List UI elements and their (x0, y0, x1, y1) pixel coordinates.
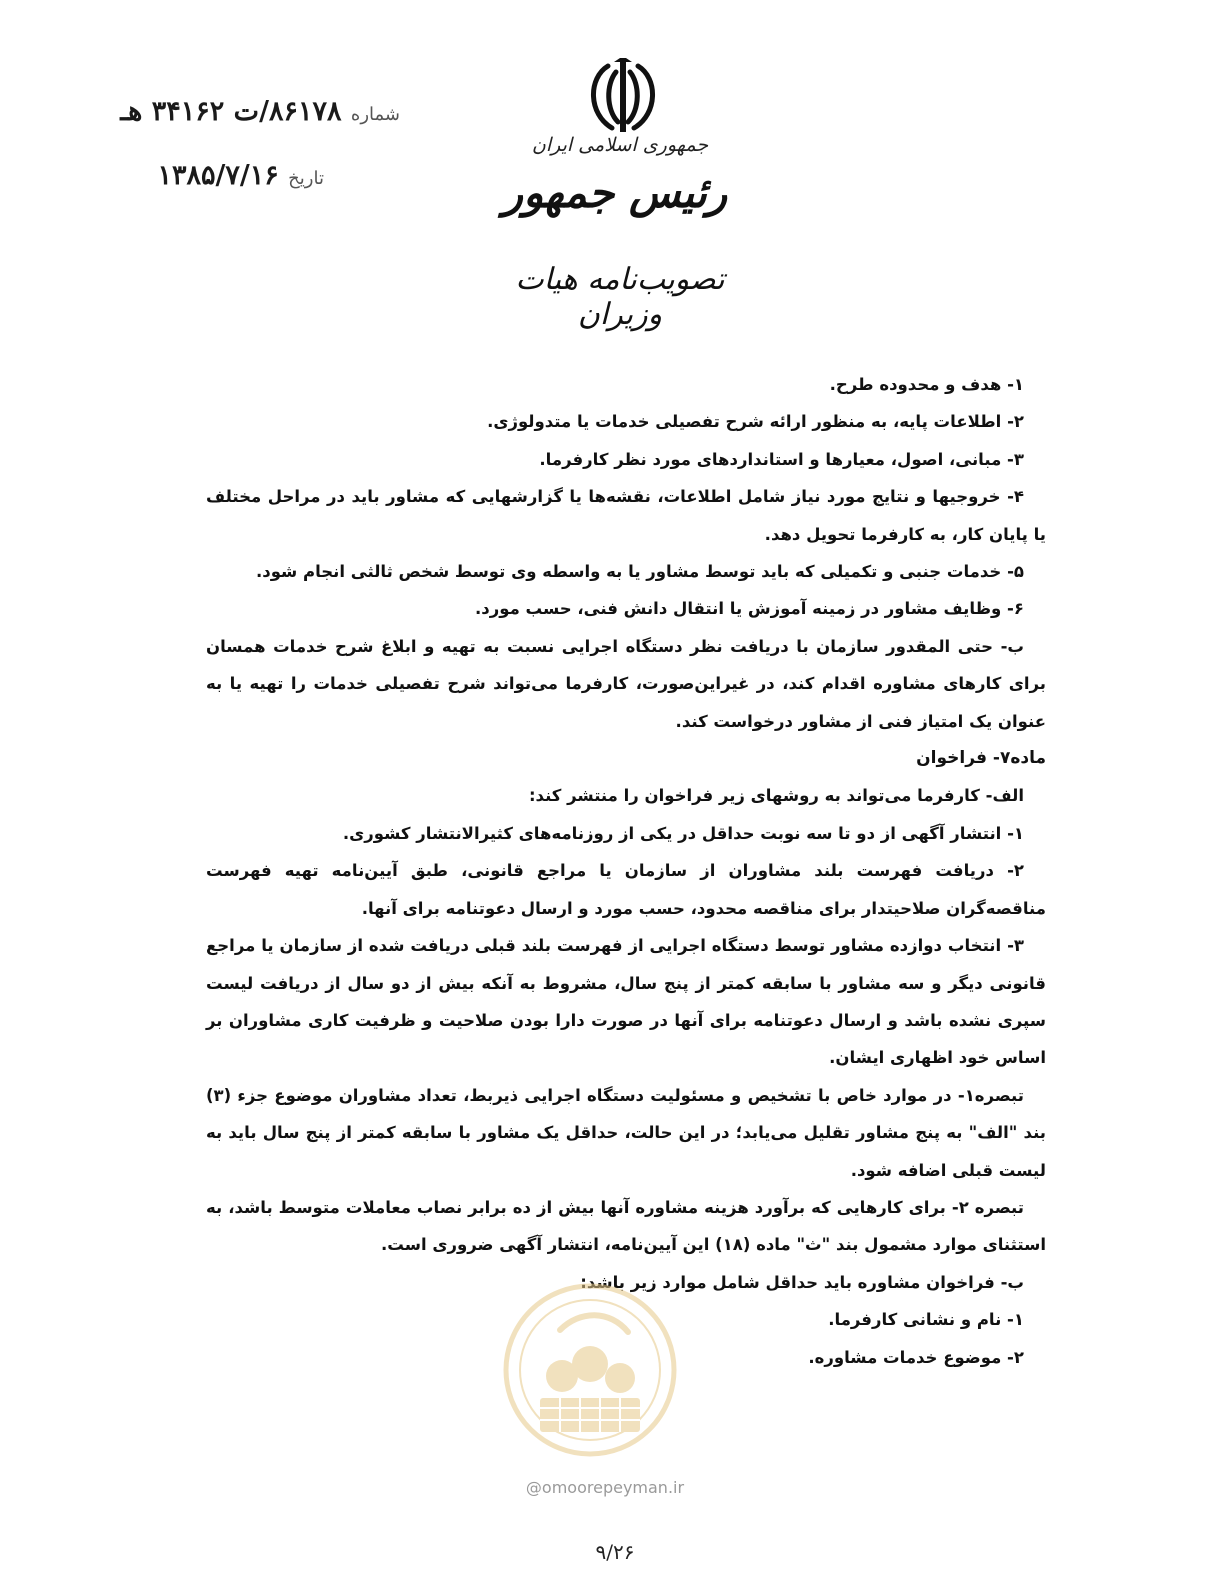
letter-number-label: شماره (350, 104, 400, 125)
paragraph: ۳- انتخاب دوازده مشاور توسط دستگاه اجرایی از فهرست بلند قبلی دریافت شده از سازمان یا مراجع قانونی دیگر و سه مشاور با سابقه کمتر از پنج سال، مشروط به آنکه بیش از دو سال از دریافت لیست سپری نشده باشد و ارسال دعوتنامه برای آنها در صورت دارا بودن صلاحیت و ظرفیت کاری مشاوران بر اساس خود اظهاری ایشان. (206, 936, 1046, 1068)
letter-number (92, 96, 412, 127)
paragraph: ۲- دریافت فهرست بلند مشاوران از سازمان یا مراجع قانونی، طبق آیین‌نامه تهیه فهرست مناقصه‌گران صلاحیتدار برای مناقصه محدود، حسب مورد و ارسال دعوتنامه برای آنها. (206, 861, 1046, 918)
office-title: رئیس جمهور (502, 168, 728, 217)
watermark-url: @omoorepeyman.ir (525, 1478, 685, 1497)
document-type: تصویب‌نامه هیات وزیران (515, 262, 725, 332)
paragraph: ۵- خدمات جنبی و تکمیلی که باید توسط مشاور یا به واسطه وی توسط شخص ثالثی انجام شود. (255, 562, 1024, 582)
note-paragraph: تبصره۱- در موارد خاص با تشخیص و مسئولیت دستگاه اجرایی ذیربط، تعداد مشاوران موضوع جزء (۳) بند "الف" به پنج مشاور تقلیل می‌یابد؛ در این حالت، حداقل یک مشاور با سابقه کمتر از پنج سال باید به لیست قبلی اضافه شود. (206, 1085, 1046, 1180)
letter-date-value: ۱۳۸۵/۷/۱۶ (157, 160, 279, 191)
paragraph: ۴- خروجیها و نتایج مورد نیاز شامل اطلاعات، نقشه‌ها یا گزارشهایی که مشاور باید در مراحل مختلف یا پایان کار، به کارفرما تحویل دهد. (206, 487, 1046, 544)
paragraph: ب- حتی المقدور سازمان با دریافت نظر دستگاه اجرایی نسبت به تهیه و ابلاغ شرح خدمات همسان برای کارهای مشاوره اقدام کند، در غیراین‌صورت، کارفرما می‌تواند شرح تفصیلی خدمات را تهیه یا به عنوان یک امتیاز فنی از مشاور درخواست کند. (206, 636, 1046, 731)
paragraph: ۲- اطلاعات پایه، به منظور ارائه شرح تفصیلی خدمات یا متدولوژی. (487, 412, 1024, 432)
paragraph: ۶- وظایف مشاور در زمینه آموزش یا انتقال دانش فنی، حسب مورد. (474, 599, 1024, 619)
paragraph: ۲- موضوع خدمات مشاوره. (808, 1347, 1024, 1367)
paragraph: ب- فراخوان مشاوره باید حداقل شامل موارد زیر باشد: (580, 1272, 1024, 1292)
paragraph: الف- کارفرما می‌تواند به روشهای زیر فراخوان را منتشر کند: (528, 786, 1024, 806)
page-number: ۹/۲۶ (595, 1540, 635, 1564)
paragraph: ۳- مبانی، اصول، معیارها و استانداردهای مورد نظر کارفرما. (539, 449, 1024, 469)
letter-number-value: ۸۶۱۷۸/ت ۳۴۱۶۲ هـ (120, 96, 342, 127)
letter-date-label: تاریخ (288, 168, 324, 189)
document-body (206, 366, 1046, 1376)
note-paragraph: تبصره ۲- برای کارهایی که برآورد هزینه مشاوره آنها بیش از ده برابر نصاب معاملات متوسط باشد، به استثنای موارد مشمول بند "ث" ماده (۱۸) این آیین‌نامه، انتشار آگهی ضروری است. (206, 1197, 1046, 1255)
paragraph: ۱- انتشار آگهی از دو تا سه نوبت حداقل در یکی از روزنامه‌های کثیرالانتشار کشوری. (342, 823, 1024, 843)
country-name: جمهوری اسلامی ایران (531, 134, 709, 156)
paragraph: ۱- هدف و محدوده طرح. (829, 375, 1024, 394)
letter-date (96, 160, 336, 191)
article-heading: ماده۷- فراخوان (916, 748, 1046, 769)
paragraph: ۱- نام و نشانی کارفرما. (828, 1310, 1024, 1330)
national-emblem-icon (578, 58, 668, 138)
